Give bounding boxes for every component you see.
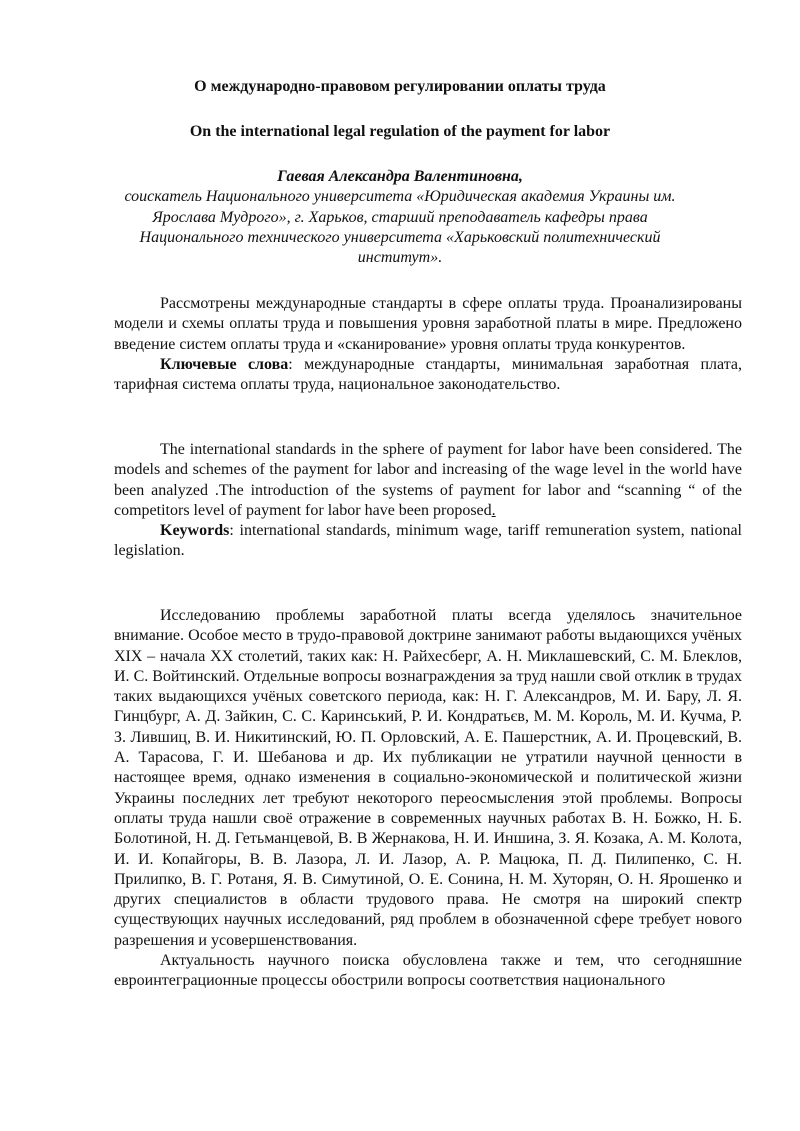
paragraph-2: Актуальность научного поиска обусловлена также и тем, что сегодняшние евроинтеграционные процессы обострили вопросы соответствия национального [114,952,742,990]
abstract-en-para [114,440,742,521]
body-text [114,606,742,992]
abstract-en-end: . [491,501,496,519]
keywords-ru [114,355,742,396]
keywords-en-text: : international standards, minimum wage, tariff remuneration system, national legislation. [114,522,742,560]
abstract-english [114,440,742,562]
author-block [100,167,700,268]
abstract-en-text: The international standards in the sphere of payment for labor have been considered. The models and schemes of the payment for labor and increasing of the wage level in the world have been analyzed .The introduction of the systems of payment for labor and “scanning “ of the competitors level of payment for labor have been proposed [114,441,742,519]
abstract-ru-text: Рассмотрены международные стандарты в сфере оплаты труда. Проанализированы модели и схемы оплаты труда и повышения уровня заработной платы в мире. Предложено введение систем оплаты труда и «сканирование» уровня оплаты труда конкурентов. [114,295,742,353]
keywords-en-label: Keywords [160,522,230,540]
author-affiliation: соискатель Национального университета «Юридическая академия Украины им. Ярослава Мудрого», г. Харьков, старший преподаватель кафедры права Национального технического университета «Харьковский политехнический институт». [124,188,676,267]
abstract-russian [114,294,742,395]
keywords-en [114,521,742,562]
title-russian: О международно-правовом регулировании оплаты труда [194,78,606,95]
keywords-ru-label: Ключевые слова [160,355,289,373]
paragraph-1: Исследованию проблемы заработной платы всегда уделялось значительное внимание. Особое место в трудо-правовой доктрине занимают работы выдающихся учёных XIX – начала XX столетий, таких как: Н. Райхесберг, А. Н. Миклашевский, С. М. Блеклов, И. С. Войтинский. Отдельные вопросы вознаграждения за труд нашли свой отклик в трудах таких выдающихся учёных советского периода, как: Н. Г. Александров, М. И. Бару, Л. Я. Гинцбург, А. Д. Зайкин, С. С. Каринський, Р. И. Кондратьєв, М. М. Король, М. И. Кучма, Р. З. Лившиц, В. И. Никитинский, Ю. П. Орловский, А. Е. Пашерстник, А. И. Процевский, В. А. Тарасова, Г. И. Шебанова и др. Их публикации не утратили научной ценности в настоящее время, однако изменения в социально-экономической и политической жизни Украины последних лет требуют некоторого переосмысления этой проблемы. Вопросы оплаты труда нашли своё отражение в современных научных работах В. Н. Божко, Н. Б. Болотиной, Н. Д. Гетьманцевой, В. В Жернакова, Н. И. Иншина, З. Я. Козака, А. М. Колота, И. И. Копайгоры, В. В. Лазора, Л. И. Лазор, А. Р. Мацюка, П. Д. Пилипенко, С. Н. Прилипко, В. Г. Ротаня, Я. В. Симутиной, О. Е. Сонина, Н. М. Хуторян, О. Н. Ярошенко и других специалистов в области трудового права. Не смотря на широкий спектр существующих научных исследований, ряд проблем в обозначенной сфере требует нового разрешения и усовершенствования. [114,607,742,949]
keywords-ru-text: : международные стандарты, минимальная заработная плата, тарифная система оплаты труда, национальное законодательство. [114,355,743,394]
title-english: On the international legal regulation of the payment for labor [189,123,611,140]
author-name: Гаевая Александра Валентиновна, [277,168,523,185]
